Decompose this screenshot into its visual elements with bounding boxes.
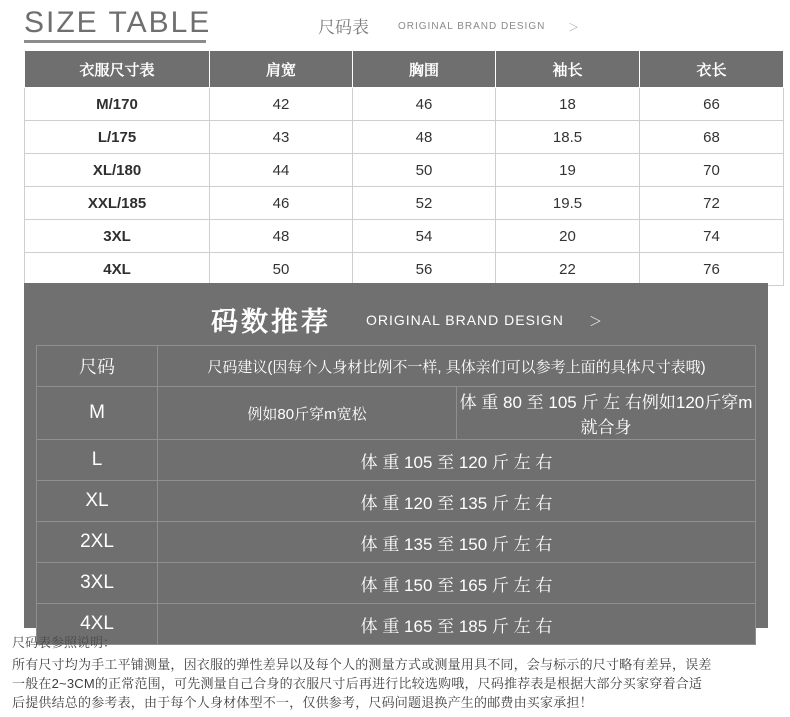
chevron-right-icon: ＞ <box>568 22 579 34</box>
cell-shoulder: 42 <box>210 88 353 121</box>
size-table-wrapper <box>24 50 768 286</box>
table-row <box>37 563 756 604</box>
table-row <box>37 440 756 481</box>
column-header-size: 衣服尺寸表 <box>25 51 210 88</box>
column-header-length: 衣长 <box>640 51 784 88</box>
table-header-row <box>25 51 784 88</box>
cell-length: 74 <box>640 220 784 253</box>
cell-size: XL <box>37 481 158 522</box>
cell-length: 66 <box>640 88 784 121</box>
title-underline <box>24 40 206 43</box>
cell-shoulder: 50 <box>210 253 353 286</box>
table-header-row <box>37 346 756 387</box>
size-table <box>24 50 784 286</box>
cell-shoulder: 44 <box>210 154 353 187</box>
table-row <box>25 253 784 286</box>
cell-length: 76 <box>640 253 784 286</box>
cell-size: M/170 <box>25 88 210 121</box>
cell-sleeve: 18 <box>496 88 640 121</box>
cell-advice-weight: 体 重 120 至 135 斤 左 右 <box>158 481 756 522</box>
cell-size: 4XL <box>37 604 158 645</box>
cell-size: M <box>37 387 158 440</box>
footer-notes <box>12 632 782 712</box>
cell-size: XL/180 <box>25 154 210 187</box>
notes-line: 所有尺寸均为手工平铺测量，因衣服的弹性差异以及每个人的测量方式或测量用具不同，会与标示的尺寸略有差异，误差 <box>12 657 712 672</box>
cell-bust: 54 <box>353 220 496 253</box>
cell-length: 68 <box>640 121 784 154</box>
cell-sleeve: 18.5 <box>496 121 640 154</box>
panel-title: 码数推荐 <box>211 307 331 337</box>
cell-length: 72 <box>640 187 784 220</box>
page-title: SIZE TABLE <box>24 6 212 39</box>
table-row <box>37 522 756 563</box>
cell-size: L/175 <box>25 121 210 154</box>
cell-sleeve: 20 <box>496 220 640 253</box>
header-en-label: ORIGINAL BRAND DESIGN <box>398 21 546 32</box>
cell-size: 3XL <box>25 220 210 253</box>
cell-size: XXL/185 <box>25 187 210 220</box>
cell-bust: 48 <box>353 121 496 154</box>
column-header-advice: 尺码建议(因每个人身材比例不一样, 具体亲们可以参考上面的具体尺寸表哦) <box>158 346 756 387</box>
table-row <box>25 88 784 121</box>
cell-shoulder: 46 <box>210 187 353 220</box>
cell-size: 2XL <box>37 522 158 563</box>
cell-length: 70 <box>640 154 784 187</box>
cell-shoulder: 48 <box>210 220 353 253</box>
cell-bust: 46 <box>353 88 496 121</box>
cell-bust: 52 <box>353 187 496 220</box>
column-header-size: 尺码 <box>37 346 158 387</box>
chevron-right-icon: ＞ <box>589 314 603 329</box>
recommendation-table <box>36 345 756 645</box>
cell-advice-weight: 体 重 135 至 150 斤 左 右 <box>158 522 756 563</box>
cell-advice-weight: 体 重 105 至 120 斤 左 右 <box>158 440 756 481</box>
panel-header <box>36 295 756 345</box>
notes-line: 后提供结总的参考表，由于每个人身材体型不一，仅供参考，尺码问题退换产生的邮费由买家承担！ <box>12 695 593 710</box>
cell-advice-example: 例如80斤穿m宽松 <box>158 387 457 440</box>
cell-bust: 56 <box>353 253 496 286</box>
panel-en-label: ORIGINAL BRAND DESIGN <box>366 312 564 328</box>
table-row <box>37 481 756 522</box>
column-header-sleeve: 袖长 <box>496 51 640 88</box>
table-row <box>25 154 784 187</box>
cell-size: L <box>37 440 158 481</box>
size-recommendation-panel <box>24 283 768 636</box>
page-header <box>0 0 790 44</box>
notes-line: 一般在2~3CM的正常范围，可先测量自己合身的衣服尺寸后再进行比较选购哦，尺码推荐表是根据大部分买家穿着合适 <box>12 676 703 691</box>
cell-advice-weight: 体 重 165 至 185 斤 左 右 <box>158 604 756 645</box>
cell-sleeve: 19 <box>496 154 640 187</box>
cell-sleeve: 19.5 <box>496 187 640 220</box>
cell-advice-weight: 体 重 80 至 105 斤 左 右例如120斤穿m 就合身 <box>457 387 756 440</box>
header-cn-label: 尺码表 <box>318 18 369 37</box>
column-header-bust: 胸围 <box>353 51 496 88</box>
table-row <box>25 220 784 253</box>
cell-advice-weight: 体 重 150 至 165 斤 左 右 <box>158 563 756 604</box>
table-row <box>25 121 784 154</box>
table-row <box>25 187 784 220</box>
table-row <box>37 387 756 440</box>
column-header-shoulder: 肩宽 <box>210 51 353 88</box>
cell-size: 3XL <box>37 563 158 604</box>
cell-shoulder: 43 <box>210 121 353 154</box>
cell-bust: 50 <box>353 154 496 187</box>
cell-size: 4XL <box>25 253 210 286</box>
cell-sleeve: 22 <box>496 253 640 286</box>
notes-title: 尺码表参照说明： <box>12 635 117 650</box>
